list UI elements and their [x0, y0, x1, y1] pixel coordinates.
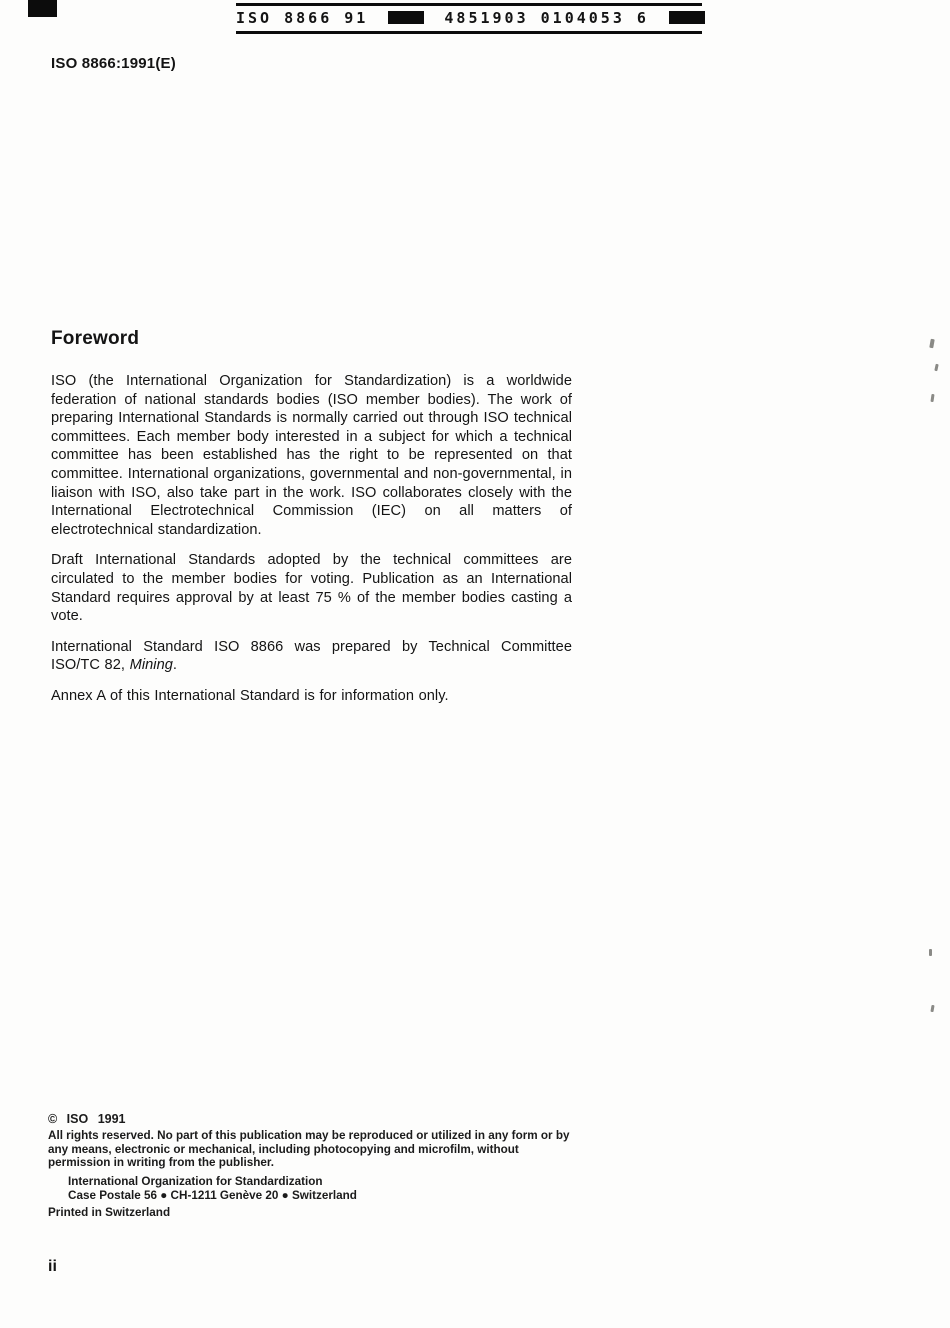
foreword-paragraph-3 — [51, 638, 572, 675]
header-code-text-left: ISO 8866 91 — [236, 9, 369, 27]
scan-artifact — [934, 364, 938, 371]
scan-artifact — [929, 949, 932, 956]
header-code-line — [236, 3, 702, 34]
scan-artifact — [930, 1005, 934, 1012]
document-id: ISO 8866:1991(E) — [51, 55, 176, 72]
foreword-paragraph-1: ISO (the International Organization for Standardization) is a worldwide federation of national standards bodies (ISO member bodies). The work of preparing International Standards is normally carried out through ISO technical committees. Each member body interested in a subject for which a technical committee has been established has the right to be represented on that committee. International organizations, governmental and non-governmental, in liaison with ISO, also take part in the work. ISO collaborates closely with the International Electrotechnical Commission (IEC) on all matters of electrotechnical standardization. — [51, 373, 572, 538]
scan-artifact — [930, 394, 934, 402]
printed-in-note: Printed in Switzerland — [48, 1206, 171, 1220]
paragraph-3-text: International Standard ISO 8866 was prepared by Technical Committee ISO/TC 82, — [51, 638, 572, 674]
foreword-section — [51, 328, 572, 718]
code-bar-icon — [388, 11, 424, 24]
publisher-name: International Organization for Standardization — [68, 1174, 323, 1188]
code-bar-icon — [669, 11, 705, 24]
paragraph-3-period: . — [172, 657, 178, 674]
committee-name-italic: Mining — [129, 657, 173, 674]
header-code-text-right: 4851903 0104053 6 — [444, 9, 649, 27]
foreword-paragraph-2: Draft International Standards adopted by the technical committees are circulated to the member bodies for voting. Publication as an International Standard requires approval by at least 75 % of the member bodies casting a vote. — [51, 552, 572, 625]
publisher-address: Case Postale 56 ● CH-1211 Genève 20 ● Switzerland — [68, 1188, 357, 1202]
copyright-notice: © ISO 1991 — [48, 1112, 126, 1126]
scan-corner-mark — [28, 0, 57, 17]
scan-artifact — [929, 339, 935, 349]
copyright-block — [48, 1112, 573, 1219]
rights-statement: All rights reserved. No part of this publication may be reproduced or utilized in any form or by any means, electronic or mechanical, including photocopying and microfilm, without permission in writing from the publisher. — [48, 1129, 570, 1170]
foreword-heading: Foreword — [51, 328, 140, 349]
foreword-paragraph-4: Annex A of this International Standard is for information only. — [51, 687, 449, 704]
page-number: ii — [48, 1258, 57, 1275]
